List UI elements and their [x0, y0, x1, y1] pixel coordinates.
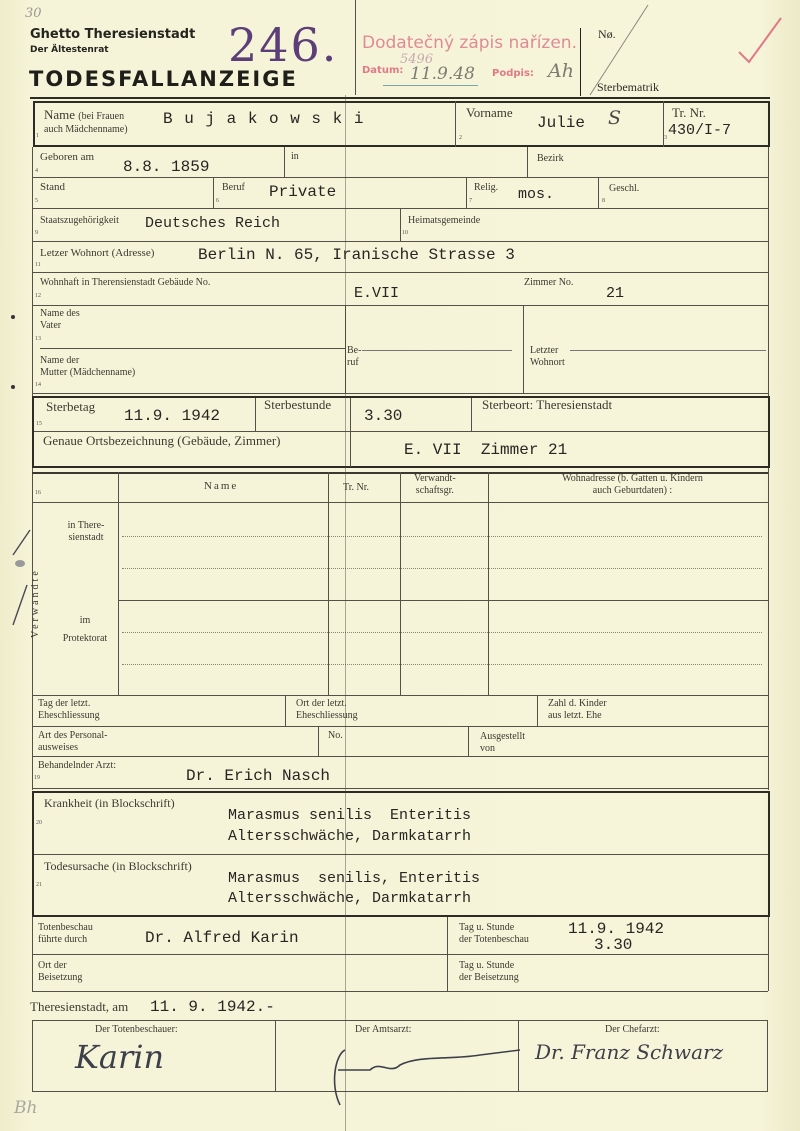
- form-title: TODESFALLANZEIGE: [29, 67, 298, 91]
- burial-time-label: Tag u. Stunde der Beisetzung: [459, 960, 519, 983]
- row-rule: [118, 600, 768, 601]
- sex-label: Geschl.: [609, 183, 640, 194]
- divider: [471, 398, 472, 431]
- first-name-value: Julie: [537, 114, 586, 132]
- room-label: Zimmer No.: [524, 277, 574, 288]
- punch-hole-mark: [11, 315, 15, 319]
- home-municipality-label: Heimatsgemeinde: [408, 215, 481, 226]
- field-number: 5: [35, 198, 38, 204]
- beruf-label: Beruf: [222, 182, 245, 193]
- field-number: 2: [459, 135, 462, 141]
- bezirk-label: Bezirk: [537, 153, 564, 164]
- row-rule: [32, 393, 768, 394]
- pencil-mark: 30: [25, 6, 42, 21]
- id-number-label: No.: [328, 730, 343, 741]
- surname-value: B u j a k o w s k i: [163, 110, 365, 128]
- relatives-address-header: Wohnadresse (b. Gatten u. Kindern auch Geburtdaten) :: [562, 473, 703, 496]
- stamp-date-overwrite: 5496: [400, 52, 434, 67]
- pencil-slash-icon: [580, 0, 650, 100]
- issued-by-label: Ausgestellt von: [480, 731, 525, 754]
- inspection-time-label: Tag u. Stunde der Totenbeschau: [459, 922, 529, 945]
- stamp-date-underline: [383, 85, 478, 86]
- inspector-signature: Karin: [75, 1038, 165, 1076]
- field-number: 4: [35, 168, 38, 174]
- divider: [400, 472, 401, 695]
- id-type-label: Art des Personal- ausweises: [38, 730, 108, 753]
- corner-pencil-mark: Bh: [14, 1098, 38, 1118]
- divider: [285, 695, 286, 726]
- children-count-label: Zahl d. Kinder aus letzt. Ehe: [548, 698, 607, 721]
- dotted-line: [122, 664, 762, 665]
- relatives-relationship-header: Verwandt- schaftsgr.: [414, 473, 456, 496]
- row-rule: [32, 695, 768, 696]
- tr-nr-value: 430/I-7: [668, 122, 732, 139]
- stamp-sign-label: Podpis:: [492, 68, 534, 79]
- name-label: Name (bei Frauen: [44, 107, 125, 122]
- left-border: [32, 147, 33, 790]
- field-number: 11: [35, 262, 41, 268]
- exact-location-value: E. VII Zimmer 21: [404, 441, 568, 459]
- checkmark-icon: [735, 12, 785, 67]
- stamp-signature: Ah: [548, 60, 574, 82]
- relatives-name-header: Name: [204, 480, 239, 492]
- fold-line: [345, 95, 346, 1131]
- death-hour-label: Sterbestunde: [264, 397, 332, 412]
- field-number: 20: [36, 820, 42, 826]
- religion-label: Relig.: [474, 182, 499, 193]
- right-border: [768, 147, 769, 790]
- divider: [255, 398, 256, 431]
- inspection-date-value: 11.9. 1942: [568, 920, 665, 938]
- divider: [275, 1020, 276, 1092]
- citizenship-label: Staatszugehörigkeit: [40, 215, 119, 226]
- row-rule: [32, 954, 768, 955]
- marriage-date-label: Tag der letzt. Eheschliessung: [38, 698, 100, 721]
- last-address-value: Berlin N. 65, Iranische Strasse 3: [198, 246, 515, 264]
- cause-of-death-line2: Altersschwäche, Darmkatarrh: [228, 890, 472, 907]
- divider: [318, 726, 319, 756]
- field-number: 8: [602, 198, 605, 204]
- dotted-line: [122, 536, 762, 537]
- field-number: 21: [36, 882, 42, 888]
- death-date-value: 11.9. 1942: [124, 407, 221, 425]
- divider: [488, 472, 489, 695]
- occupation-value: Private: [269, 183, 337, 201]
- field-number: 6: [216, 198, 219, 204]
- field-number: 3: [664, 135, 667, 141]
- relatives-group-protektorat: im Protektorat: [62, 615, 108, 644]
- field-number: 7: [469, 198, 472, 204]
- cause-of-death-label: Todesursache (in Blockschrift): [44, 859, 192, 873]
- no-label: Nø.: [598, 27, 616, 41]
- inspection-time-value: 3.30: [594, 936, 633, 954]
- cause-of-death-line1: Marasmus senilis, Enteritis: [228, 870, 481, 887]
- born-label: Geboren am: [40, 151, 95, 163]
- inspector-signature-label: Der Totenbeschauer:: [95, 1024, 178, 1035]
- divider: [284, 147, 285, 177]
- place-date-label: Theresienstadt, am: [30, 999, 129, 1014]
- first-name-annotation: S: [608, 107, 622, 129]
- field-number: 14: [35, 382, 41, 388]
- doctor-label: Behandelnder Arzt:: [38, 760, 117, 771]
- row-rule: [32, 726, 768, 727]
- header-divider: [355, 0, 356, 95]
- divider: [213, 177, 214, 208]
- vorname-label: Vorname: [466, 105, 513, 120]
- pencil-stroke-icon: [5, 525, 35, 630]
- stamp-text: Dodatečný zápis nařízen.: [362, 33, 577, 53]
- death-date-label: Sterbetag: [46, 399, 96, 414]
- parents-occupation-label: Be- ruf: [347, 345, 362, 368]
- row-rule: [32, 305, 768, 306]
- divider: [350, 398, 351, 431]
- row-rule: [40, 348, 345, 349]
- ghetto-building-value: E.VII: [354, 285, 400, 302]
- divider: [537, 695, 538, 726]
- row-rule: [32, 272, 768, 273]
- divider: [328, 472, 329, 695]
- illness-line1: Marasmus senilis Enteritis: [228, 807, 472, 824]
- dotted-line: [122, 632, 762, 633]
- rule-top: [30, 97, 770, 99]
- inspector-value: Dr. Alfred Karin: [145, 929, 299, 947]
- tr-nr-label: Tr. Nr.: [672, 105, 706, 120]
- official-doctor-signature-label: Der Amtsarzt:: [355, 1024, 412, 1035]
- field-number: 9: [35, 230, 38, 236]
- divider: [400, 208, 401, 241]
- inspection-label: Totenbeschau führte durch: [38, 922, 93, 945]
- stand-label: Stand: [40, 181, 66, 193]
- stamp-date-label: Datum:: [362, 65, 404, 76]
- burial-place-label: Ort der Beisetzung: [38, 960, 83, 983]
- religion-value: mos.: [518, 186, 555, 203]
- divider: [523, 305, 524, 393]
- field-number: 19: [34, 775, 40, 781]
- death-hour-value: 3.30: [364, 407, 403, 425]
- marriage-place-label: Ort der letzt. Eheschliessung: [296, 698, 358, 721]
- field-number: 16: [35, 490, 41, 496]
- divider: [350, 431, 351, 467]
- divider: [468, 726, 469, 756]
- chief-doctor-signature-label: Der Chefarzt:: [605, 1024, 660, 1035]
- relatives-trnr-header: Tr. Nr.: [343, 482, 370, 493]
- death-place-label: Sterbeort: Theresienstadt: [482, 397, 613, 412]
- punch-hole-mark: [11, 385, 15, 389]
- divider: [455, 101, 456, 147]
- place-date-value: 11. 9. 1942.-: [150, 998, 275, 1016]
- name-label-line2: auch Mädchenname): [44, 124, 128, 135]
- last-address-label: Letzer Wohnort (Adresse): [40, 247, 155, 259]
- row-rule: [32, 991, 768, 992]
- relatives-side-label: Verwandte: [30, 568, 41, 638]
- divider: [598, 177, 599, 208]
- mother-label: Name der Mutter (Mädchenname): [40, 355, 136, 378]
- exact-location-label: Genaue Ortsbezeichnung (Gebäude, Zimmer): [43, 433, 281, 448]
- row-rule: [32, 177, 768, 178]
- ghetto-building-label: Wohnhaft in Therensienstadt Gebäude No.: [40, 277, 211, 288]
- dotted-line: [122, 568, 762, 569]
- field-number: 1: [36, 133, 39, 139]
- field-number: 12: [35, 293, 41, 299]
- row-rule: [32, 756, 768, 757]
- field-number: 10: [402, 230, 408, 236]
- org-name: Ghetto Theresienstadt: [30, 27, 196, 42]
- doctor-value: Dr. Erich Nasch: [186, 767, 331, 785]
- parents-residence-label: Letzter Wohnort: [530, 345, 565, 368]
- row-rule: [570, 350, 766, 351]
- citizenship-value: Deutsches Reich: [145, 215, 281, 232]
- field-number: 13: [35, 336, 41, 342]
- divider: [527, 147, 528, 177]
- relatives-group-theresienstadt: in There- sienstadt: [67, 520, 105, 543]
- row-rule: [32, 788, 768, 789]
- stamp-date-value: 11.9.48: [410, 64, 475, 84]
- divider: [118, 472, 119, 695]
- divider: [466, 177, 467, 208]
- right-border: [768, 917, 769, 991]
- handwritten-record-number: 246.: [228, 18, 339, 72]
- row-rule: [32, 241, 768, 242]
- field-number: 15: [36, 421, 42, 427]
- row-rule: [362, 350, 512, 351]
- father-label: Name des Vater: [40, 308, 80, 331]
- row-rule: [34, 854, 768, 855]
- room-value: 21: [606, 285, 625, 302]
- row-rule: [34, 431, 768, 432]
- in-label: in: [291, 151, 299, 162]
- official-doctor-signature: [310, 1035, 530, 1110]
- birth-date-value: 8.8. 1859: [123, 158, 210, 176]
- org-department: Der Ältestenrat: [30, 45, 109, 55]
- chief-doctor-signature: Dr. Franz Schwarz: [535, 1040, 724, 1064]
- illness-line2: Altersschwäche, Darmkatarrh: [228, 828, 472, 845]
- sterbematrik-label: Sterbematrik: [597, 80, 659, 94]
- row-rule: [32, 502, 768, 503]
- illness-label: Krankheit (in Blockschrift): [44, 796, 175, 810]
- name-box: [33, 101, 770, 147]
